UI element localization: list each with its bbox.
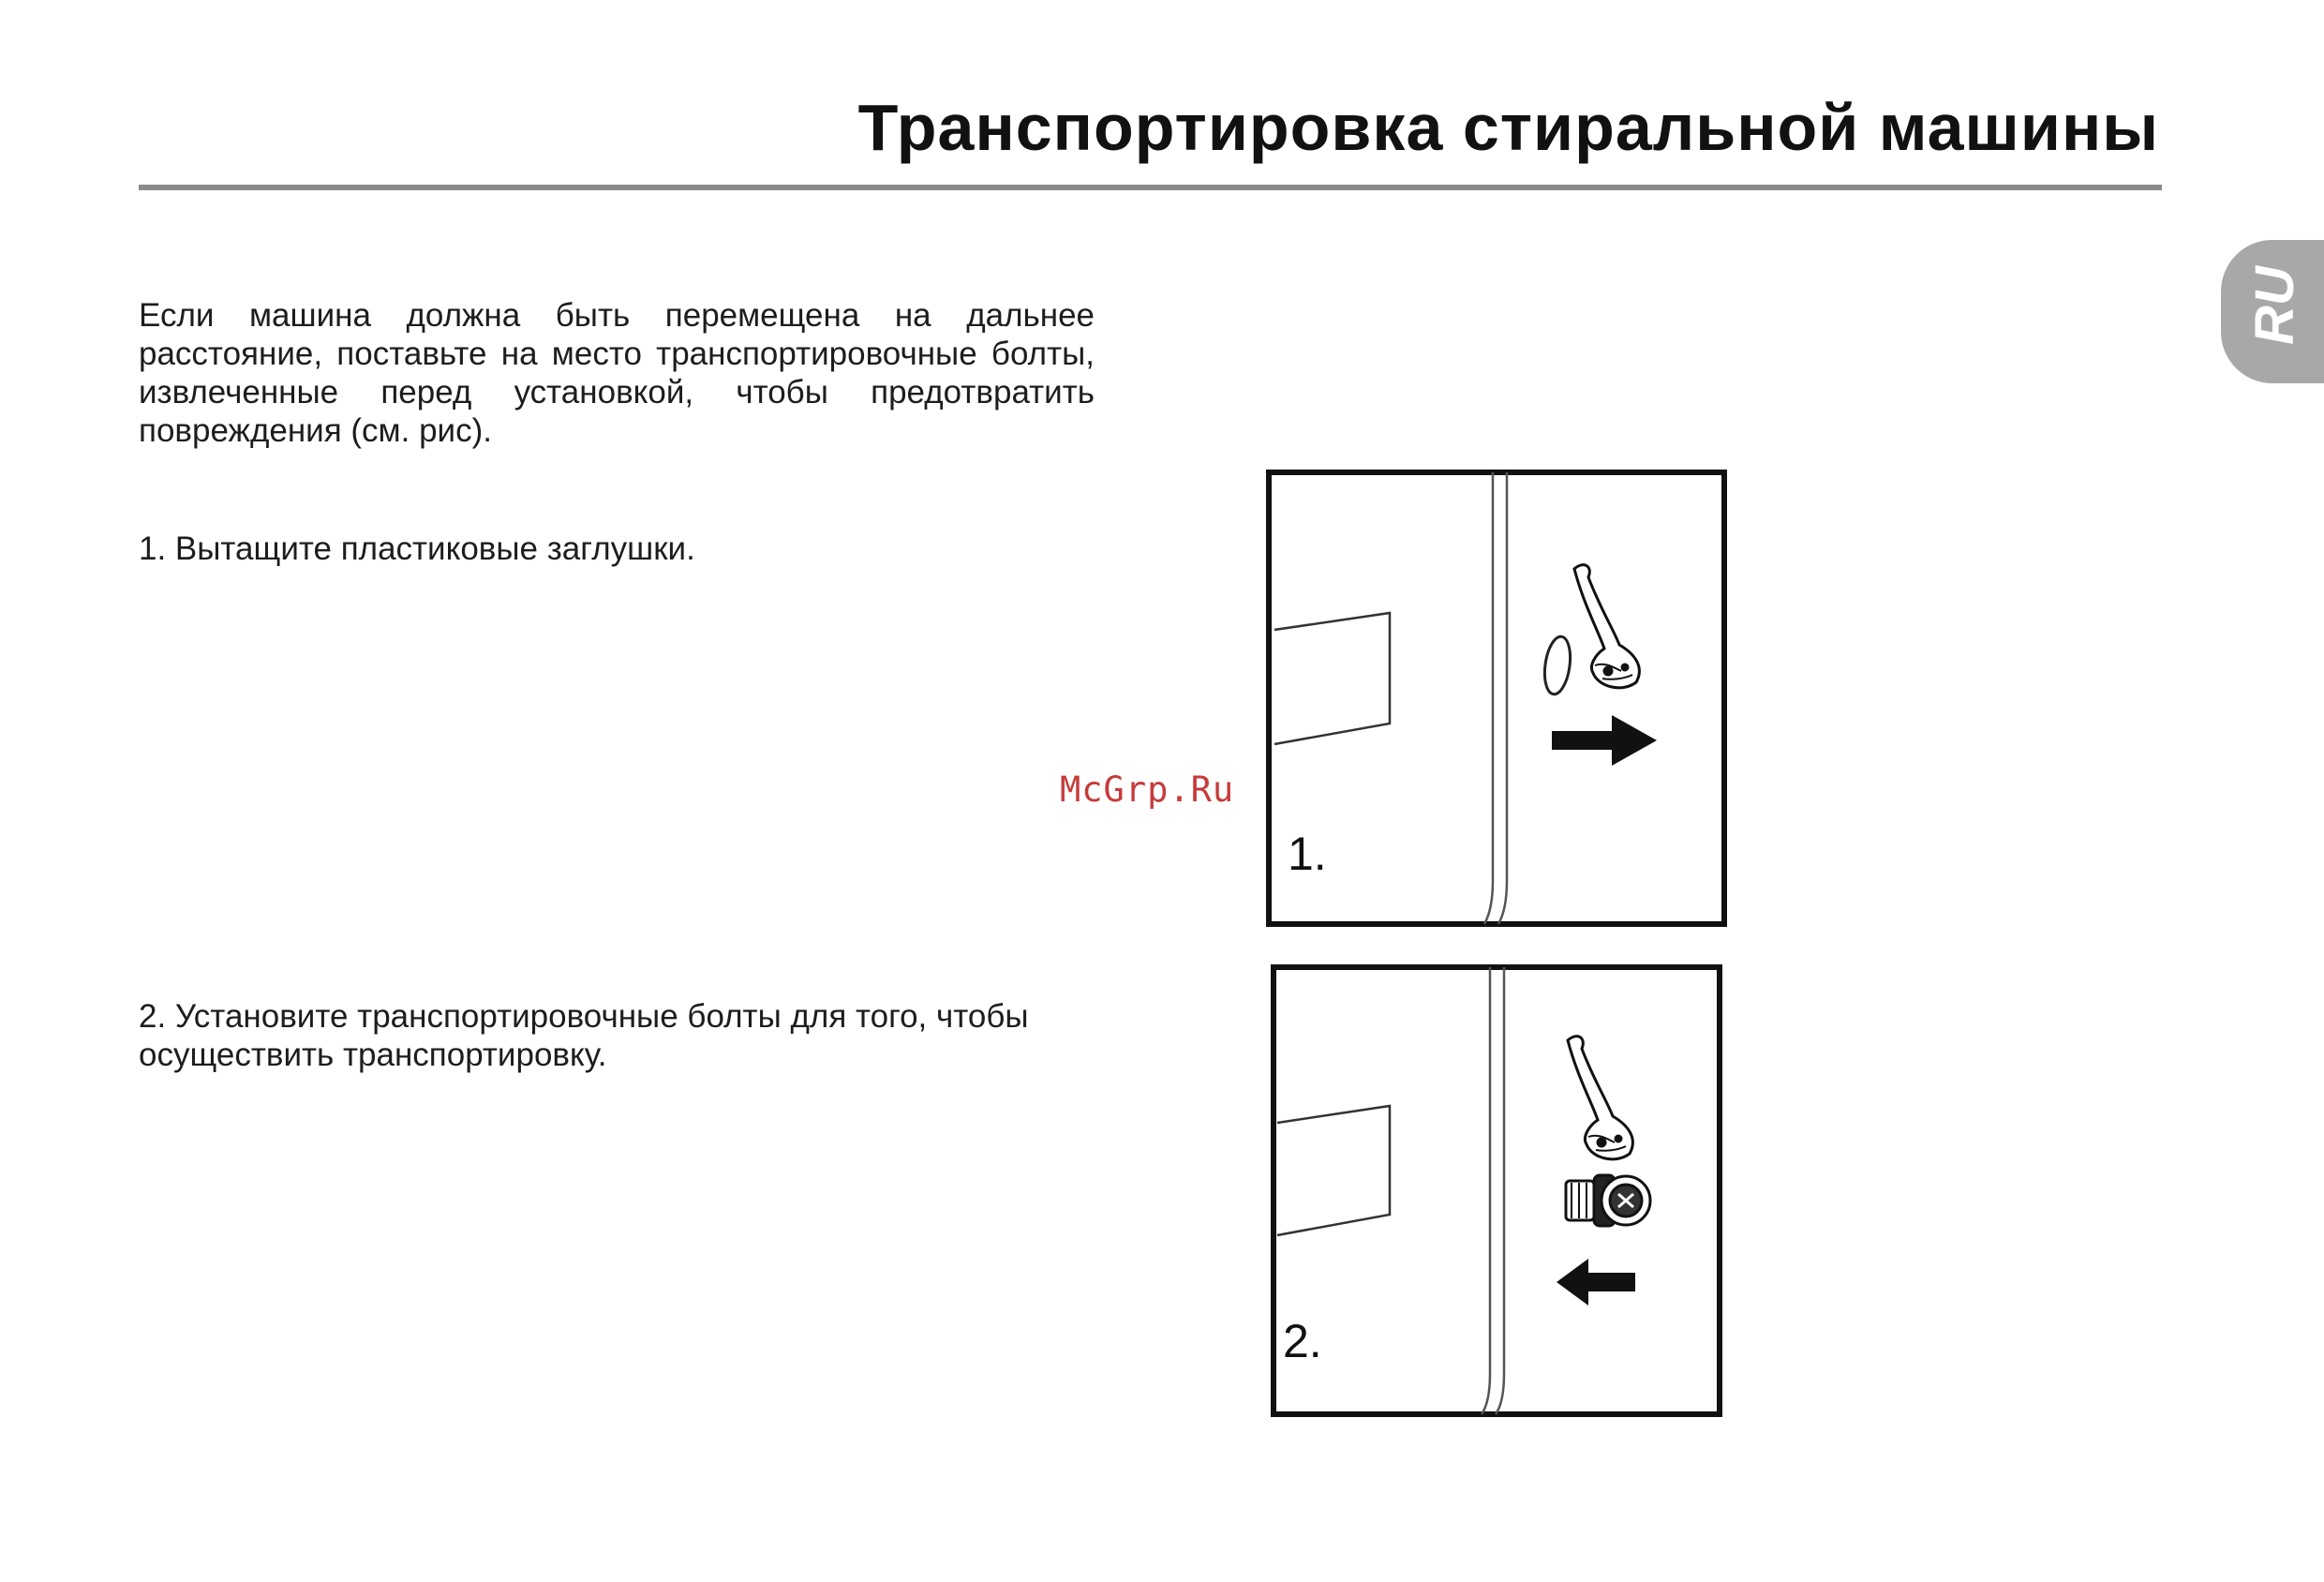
figure-remove-plugs <box>1265 469 1728 928</box>
title-divider <box>139 185 2162 190</box>
step-1-text: 1. Вытащите пластиковые заглушки. <box>139 530 695 567</box>
step-2-text: 2. Установите транспортировочные болты для того, чтобы осуществить транспортировку. <box>139 998 1029 1073</box>
transport-bolt-icon <box>1566 1175 1650 1226</box>
language-tab-label: RU <box>2244 266 2305 345</box>
figure-install-bolts <box>1270 963 1723 1418</box>
language-tab <box>2221 240 2324 383</box>
figure-1-frame <box>1269 472 1724 924</box>
page-title: Транспортировка стиральной машины <box>857 91 2159 164</box>
intro-paragraph: Если машина должна быть перемещена на дальнее расстояние, поставьте на место транспортировочные болты, извлеченные перед установкой, чтобы предотвратить повреждения (см. рис). <box>139 297 1095 449</box>
figure-2-label: 2. <box>1283 1315 1322 1367</box>
figure-2-frame <box>1274 967 1720 1414</box>
watermark: McGrp.Ru <box>1060 769 1235 810</box>
figure-1-label: 1. <box>1288 828 1327 880</box>
